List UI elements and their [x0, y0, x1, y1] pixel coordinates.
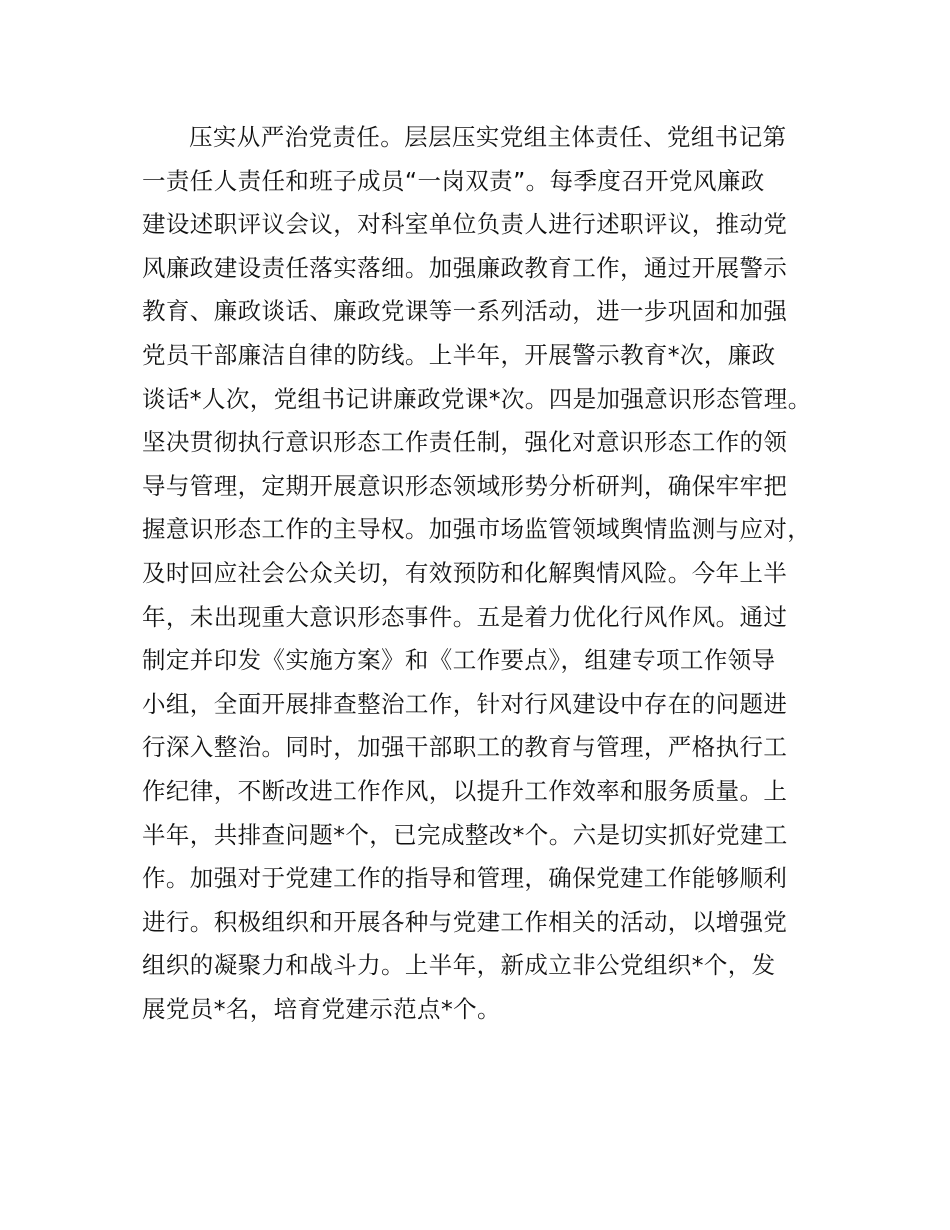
paragraph-line: 导与管理，定期开展意识形态领域形势分析研判，确保牢牢把: [142, 471, 788, 500]
body-paragraph: [142, 116, 842, 1031]
paragraph-line: 年，未出现重大意识形态事件。五是着力优化行风作风。通过: [142, 602, 788, 631]
paragraph-line: 握意识形态工作的主导权。加强市场监管领域舆情监测与应对，: [142, 515, 812, 544]
paragraph-line: 进行。积极组织和开展各种与党建工作相关的活动，以增强党: [142, 907, 788, 936]
paragraph-line: 一责任人责任和班子成员“一岗双责”。每季度召开党风廉政: [142, 166, 765, 195]
paragraph-line: 教育、廉政谈话、廉政党课等一系列活动，进一步巩固和加强: [142, 297, 788, 326]
paragraph-line: 作纪律，不断改进工作作风，以提升工作效率和服务质量。上: [142, 776, 788, 805]
paragraph-line: 作。加强对于党建工作的指导和管理，确保党建工作能够顺利: [142, 864, 788, 893]
paragraph-line: 谈话*人次，党组书记讲廉政党课*次。四是加强意识形态管理。: [142, 384, 812, 413]
paragraph-line: 展党员*名，培育党建示范点*个。: [142, 994, 501, 1023]
paragraph-line: 坚决贯彻执行意识形态工作责任制，强化对意识形态工作的领: [142, 428, 788, 457]
paragraph-line: 及时回应社会公众关切，有效预防和化解舆情风险。今年上半: [142, 558, 788, 587]
paragraph-line: 风廉政建设责任落实落细。加强廉政教育工作，通过开展警示: [142, 253, 788, 282]
paragraph-line: 压实从严治党责任。层层压实党组主体责任、党组书记第: [189, 123, 787, 151]
paragraph-line: 组织的凝聚力和战斗力。上半年，新成立非公党组织*个，发: [142, 951, 776, 980]
paragraph-line: 建设述职评议会议，对科室单位负责人进行述职评议，推动党: [142, 210, 788, 239]
paragraph-line: 行深入整治。同时，加强干部职工的教育与管理，严格执行工: [142, 733, 788, 762]
paragraph-line: 半年，共排查问题*个，已完成整改*个。六是切实抓好党建工: [142, 820, 788, 849]
paragraph-line: 小组，全面开展排查整治工作，针对行风建设中存在的问题进: [142, 689, 788, 718]
paragraph-line: 制定并印发《实施方案》和《工作要点》，组建专项工作领导: [142, 646, 776, 675]
paragraph-line: 党员干部廉洁自律的防线。上半年，开展警示教育*次，廉政: [142, 340, 776, 369]
